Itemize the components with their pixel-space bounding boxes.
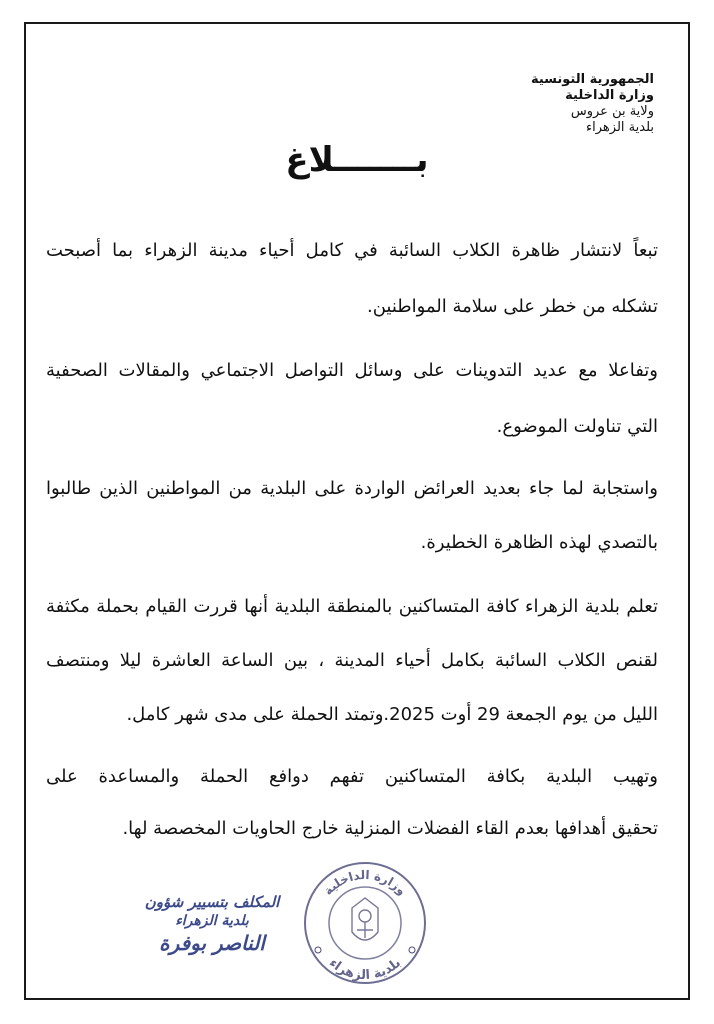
paragraph-1-line-1: تبعاً لانتشار ظاهرة الكلاب السائبة في كامل أحياء مدينة الزهراء بما أصبحت [46, 240, 658, 261]
document-title: بـــــــلاغ [285, 140, 429, 180]
signature-block [112, 892, 312, 956]
paragraph-5-line-2: تحقيق أهدافها بعدم القاء الفضلات المنزلية خارج الحاويات المخصصة لها. [122, 818, 658, 839]
letterhead-republic: الجمهورية التونسية [530, 72, 654, 87]
letterhead [531, 72, 654, 136]
paragraph-4-line-1: تعلم بلدية الزهراء كافة المتساكنين بالمنطقة البلدية أنها قررت القيام بحملة مكثفة [46, 596, 658, 617]
paragraph-2-line-1: وتفاعلا مع عديد التدوينات على وسائل التواصل الاجتماعي والمقالات الصحفية [46, 360, 658, 381]
paragraph-3-line-1: واستجابة لما جاء بعديد العرائض الواردة على البلدية من المواطنين الذين طالبوا [46, 478, 658, 499]
signature-role: المكلف بتسيير شؤون [144, 893, 280, 911]
paragraph-5-line-1: وتهيب البلدية بكافة المتساكنين تفهم دوافع الحملة والمساعدة على [46, 766, 658, 787]
stamp-top-text: وزارة الداخلية [320, 867, 410, 898]
letterhead-ministry: وزارة الداخلية [565, 88, 654, 103]
svg-text:بلدية الزهراء [326, 956, 404, 983]
stamp-emblem-icon [352, 898, 378, 940]
paragraph-4-line-2: لقنص الكلاب السائبة بكامل أحياء المدينة ، بين الساعة العاشرة ليلا ومنتصف [46, 650, 658, 671]
signature-municipality: بلدية الزهراء [175, 913, 249, 929]
stamp-bottom-text: بلدية الزهراء [325, 955, 405, 984]
paragraph-3-line-2: بالتصدي لهذه الظاهرة الخطيرة. [420, 532, 658, 553]
paragraph-1-line-2: تشكله من خطر على سلامة المواطنين. [366, 296, 658, 317]
official-stamp [300, 858, 430, 988]
letterhead-governorate: ولاية بن عروس [570, 104, 654, 119]
paragraph-2-line-2: التي تناولت الموضوع. [496, 416, 658, 437]
signature-name: الناصر بوفرة [159, 931, 265, 955]
paragraph-4-line-3: الليل من يوم الجمعة 29 أوت 2025.وتمتد الحملة على مدى شهر كامل. [126, 704, 658, 725]
letterhead-municipality: بلدية الزهراء [586, 120, 654, 135]
